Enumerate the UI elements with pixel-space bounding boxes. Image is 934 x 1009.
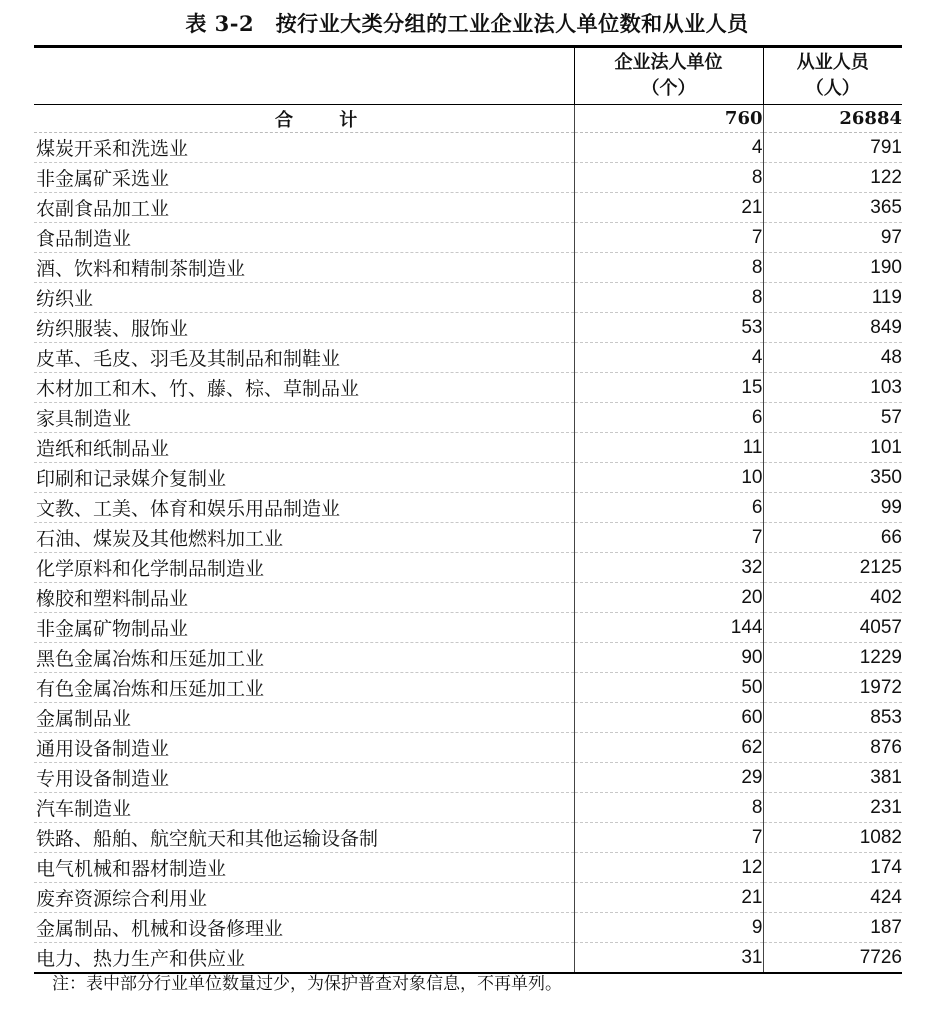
legal-units-value: 6 [574,403,763,433]
employees-value: 122 [763,163,902,193]
industry-name: 通用设备制造业 [34,733,574,763]
employees-value: 350 [763,463,902,493]
legal-units-value: 8 [574,253,763,283]
table-row [34,463,902,493]
table-row [34,823,902,853]
industry-name: 石油、煤炭及其他燃料加工业 [34,523,574,553]
industry-name: 皮革、毛皮、羽毛及其制品和制鞋业 [34,343,574,373]
industry-name: 黑色金属冶炼和压延加工业 [34,643,574,673]
legal-units-value: 6 [574,493,763,523]
total-label: 合 计 [34,105,574,133]
employees-value: 1229 [763,643,902,673]
industry-name: 印刷和记录媒介复制业 [34,463,574,493]
legal-units-value: 9 [574,913,763,943]
legal-units-value: 90 [574,643,763,673]
table-row [34,763,902,793]
table-row [34,643,902,673]
industry-name: 化学原料和化学制品制造业 [34,553,574,583]
industry-name: 电气机械和器材制造业 [34,853,574,883]
employees-value: 424 [763,883,902,913]
statistics-table-container [34,45,902,974]
table-header-row [34,47,902,105]
employees-value: 99 [763,493,902,523]
statistics-table [34,45,902,974]
table-title: 表 3-2 按行业大类分组的工业企业法人单位数和从业人员 [185,11,749,36]
table-row [34,583,902,613]
legal-units-value: 53 [574,313,763,343]
employees-value: 1972 [763,673,902,703]
legal-units-value: 29 [574,763,763,793]
industry-name: 汽车制造业 [34,793,574,823]
industry-name: 木材加工和木、竹、藤、棕、草制品业 [34,373,574,403]
industry-name: 电力、热力生产和供应业 [34,943,574,974]
employees-value: 119 [763,283,902,313]
industry-name: 家具制造业 [34,403,574,433]
legal-units-value: 15 [574,373,763,403]
table-row [34,283,902,313]
employees-value: 103 [763,373,902,403]
industry-name: 纺织服装、服饰业 [34,313,574,343]
industry-name: 专用设备制造业 [34,763,574,793]
header-employees [763,47,902,105]
table-row [34,673,902,703]
legal-units-value: 32 [574,553,763,583]
industry-name: 酒、饮料和精制茶制造业 [34,253,574,283]
header-legal-units-label: 企业法人单位 [614,52,723,73]
industry-name: 食品制造业 [34,223,574,253]
total-row [34,105,902,133]
industry-name: 有色金属冶炼和压延加工业 [34,673,574,703]
table-row [34,133,902,163]
legal-units-value: 144 [574,613,763,643]
legal-units-value: 11 [574,433,763,463]
industry-name: 金属制品、机械和设备修理业 [34,913,574,943]
table-row [34,613,902,643]
legal-units-value: 31 [574,943,763,974]
employees-value: 2125 [763,553,902,583]
legal-units-value: 21 [574,193,763,223]
industry-name: 铁路、船舶、航空航天和其他运输设备制 [34,823,574,853]
employees-value: 1082 [763,823,902,853]
table-row [34,523,902,553]
employees-value: 66 [763,523,902,553]
industry-name: 金属制品业 [34,703,574,733]
table-footnote: 注：表中部分行业单位数量过少，为保护普查对象信息，不再单列。 [52,974,562,994]
table-row [34,253,902,283]
table-row [34,403,902,433]
total-units: 760 [574,105,763,133]
employees-value: 849 [763,313,902,343]
total-employees: 26884 [763,105,902,133]
employees-value: 190 [763,253,902,283]
table-row [34,313,902,343]
industry-name: 非金属矿物制品业 [34,613,574,643]
table-row [34,193,902,223]
table-row [34,793,902,823]
industry-name: 农副食品加工业 [34,193,574,223]
employees-value: 97 [763,223,902,253]
legal-units-value: 10 [574,463,763,493]
employees-value: 187 [763,913,902,943]
employees-value: 791 [763,133,902,163]
employees-value: 853 [763,703,902,733]
table-row [34,913,902,943]
employees-value: 4057 [763,613,902,643]
legal-units-value: 12 [574,853,763,883]
legal-units-value: 62 [574,733,763,763]
table-row [34,553,902,583]
legal-units-value: 50 [574,673,763,703]
legal-units-value: 7 [574,823,763,853]
header-employees-unit: （人） [805,78,860,99]
industry-name: 文教、工美、体育和娱乐用品制造业 [34,493,574,523]
table-row [34,853,902,883]
employees-value: 7726 [763,943,902,974]
table-row [34,943,902,974]
header-blank-cell [34,47,574,105]
employees-value: 365 [763,193,902,223]
header-legal-units-unit: （个） [641,78,696,99]
table-row [34,883,902,913]
header-employees-label: 从业人员 [796,52,869,73]
employees-value: 57 [763,403,902,433]
employees-value: 101 [763,433,902,463]
employees-value: 876 [763,733,902,763]
legal-units-value: 7 [574,223,763,253]
industry-name: 造纸和纸制品业 [34,433,574,463]
table-row [34,733,902,763]
employees-value: 174 [763,853,902,883]
legal-units-value: 8 [574,283,763,313]
industry-name: 纺织业 [34,283,574,313]
table-row [34,373,902,403]
employees-value: 402 [763,583,902,613]
employees-value: 48 [763,343,902,373]
table-row [34,493,902,523]
table-row [34,703,902,733]
legal-units-value: 8 [574,793,763,823]
employees-value: 381 [763,763,902,793]
legal-units-value: 4 [574,133,763,163]
legal-units-value: 21 [574,883,763,913]
industry-name: 非金属矿采选业 [34,163,574,193]
legal-units-value: 8 [574,163,763,193]
industry-name: 废弃资源综合利用业 [34,883,574,913]
employees-value: 231 [763,793,902,823]
industry-name: 橡胶和塑料制品业 [34,583,574,613]
table-row [34,433,902,463]
legal-units-value: 60 [574,703,763,733]
table-row [34,343,902,373]
legal-units-value: 20 [574,583,763,613]
legal-units-value: 7 [574,523,763,553]
table-row [34,223,902,253]
legal-units-value: 4 [574,343,763,373]
header-legal-units [574,47,763,105]
industry-name: 煤炭开采和洗选业 [34,133,574,163]
table-row [34,163,902,193]
